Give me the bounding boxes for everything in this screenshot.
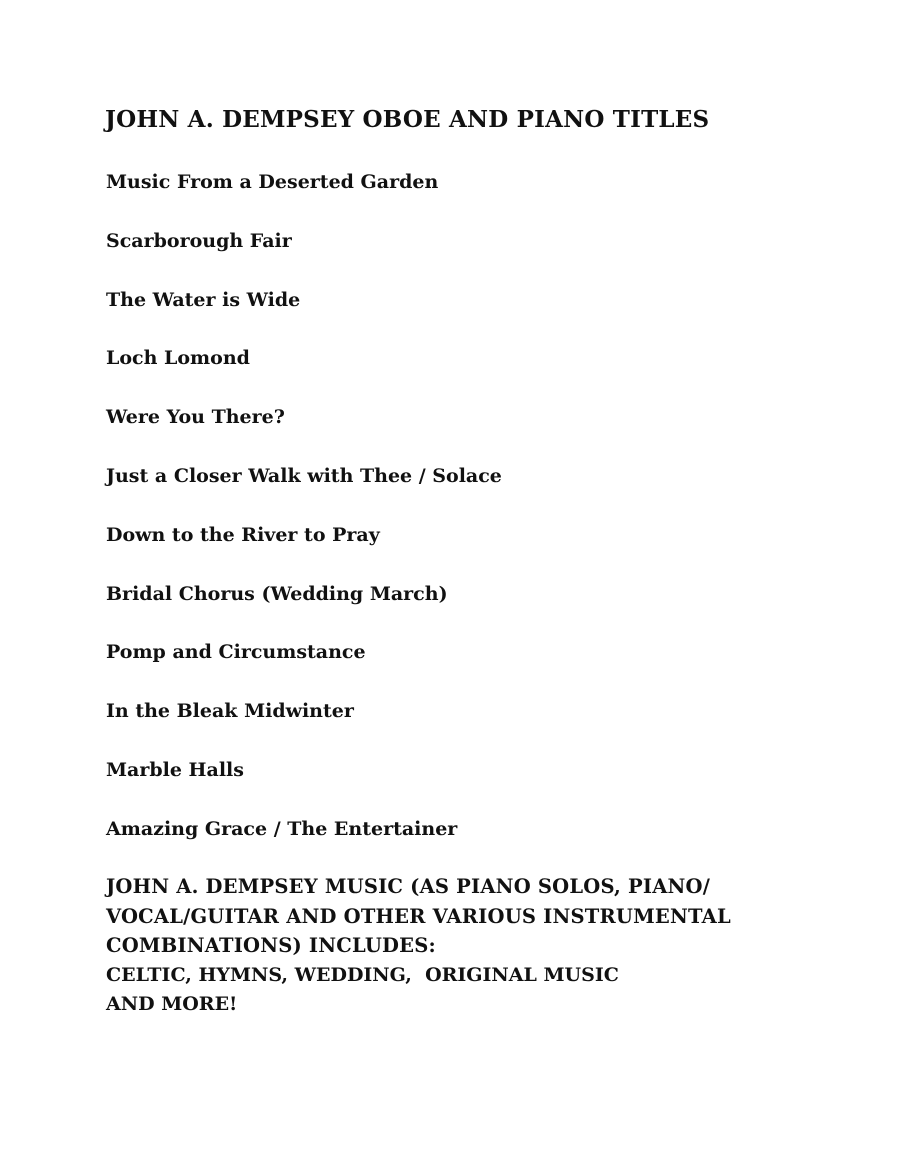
title-item: Bridal Chorus (Wedding March) <box>106 582 448 605</box>
title-item: Just a Closer Walk with Thee / Solace <box>106 464 502 487</box>
more-music-heading <box>106 872 806 961</box>
title-item: Loch Lomond <box>106 347 250 370</box>
title-item: Scarborough Fair <box>106 229 292 252</box>
title-item: The Water is Wide <box>106 288 301 311</box>
more-heading-line: VOCAL/GUITAR AND OTHER VARIOUS INSTRUMENTAL <box>106 904 731 928</box>
page-title: JOHN A. DEMPSEY OBOE AND PIANO TITLES <box>105 106 710 133</box>
title-list <box>106 167 502 873</box>
genre-list <box>106 961 806 1020</box>
more-heading-line: JOHN A. DEMPSEY MUSIC (AS PIANO SOLOS, PIANO/ <box>106 875 711 898</box>
genre-line: AND MORE! <box>106 993 238 1015</box>
title-item: In the Bleak Midwinter <box>106 700 354 723</box>
title-item: Music From a Deserted Garden <box>106 171 439 193</box>
title-item: Were You There? <box>106 406 285 429</box>
title-item: Pomp and Circumstance <box>106 641 366 664</box>
title-item: Marble Halls <box>106 758 244 781</box>
more-heading-line: COMBINATIONS) INCLUDES: <box>106 934 436 957</box>
title-item: Down to the River to Pray <box>106 523 380 546</box>
title-item: Amazing Grace / The Entertainer <box>106 817 458 840</box>
genre-line: CELTIC, HYMNS, WEDDING, ORIGINAL MUSIC <box>106 963 619 986</box>
more-music-section <box>106 872 806 1020</box>
